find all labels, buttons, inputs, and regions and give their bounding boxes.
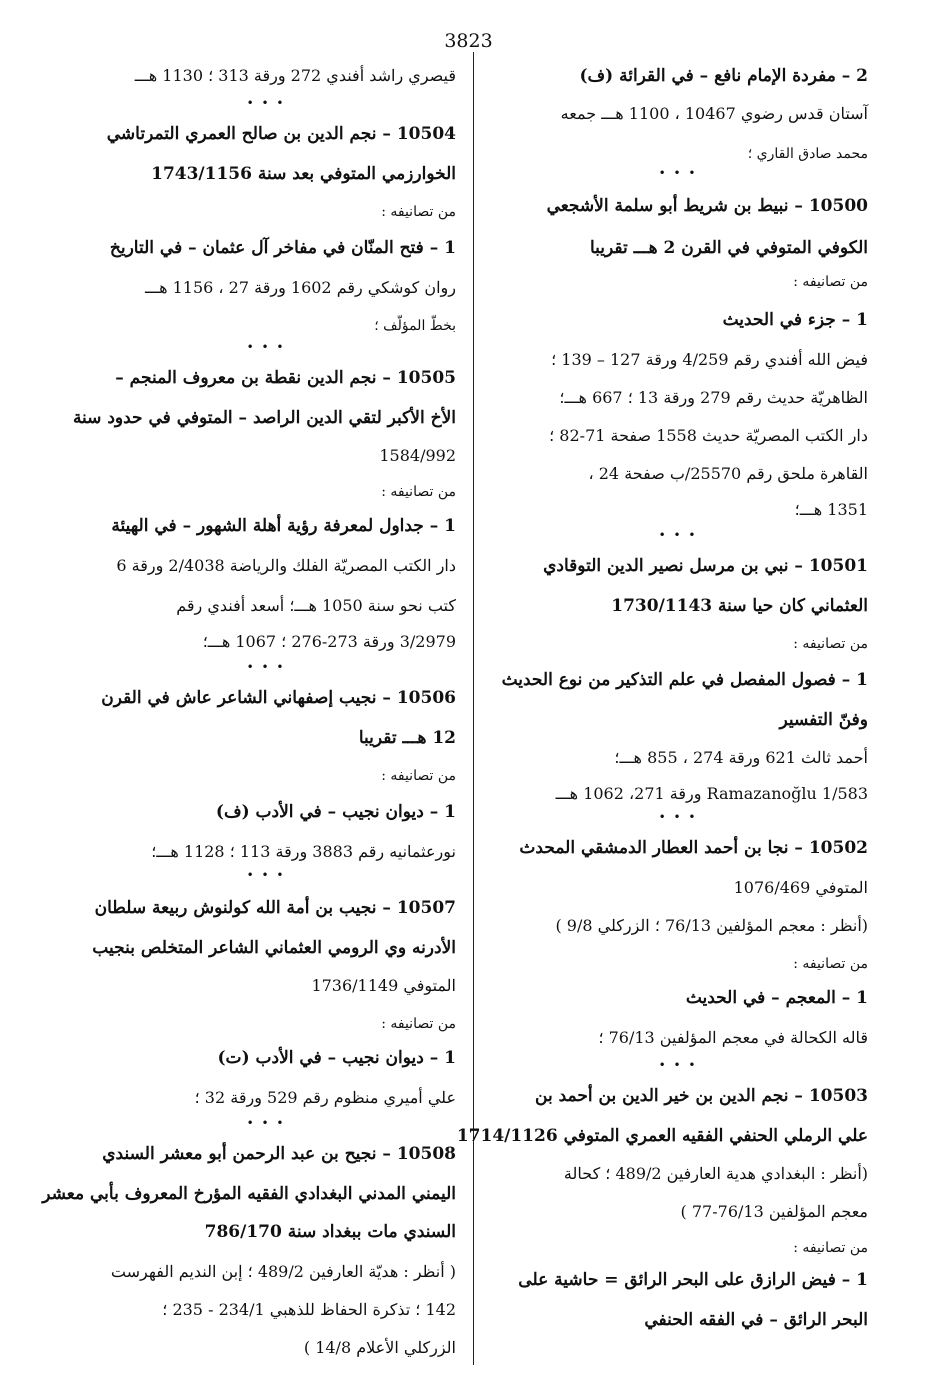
work-title: 1 – جداول لمعرفة رؤية أهلة الشهور – في الهيئة bbox=[111, 516, 456, 536]
entry-line: دار الكتب المصريّة حديث 1558 صفحة 71-82 ؛ bbox=[549, 426, 868, 445]
work-title: 1 – فيض الرازق على البحر الرائق = حاشية على bbox=[518, 1270, 868, 1290]
works-label: من تصانيفه : bbox=[793, 636, 868, 652]
work-title: 1 – فتح المنّان في مفاخر آل عثمان – في التاريخ bbox=[109, 238, 456, 258]
works-label: من تصانيفه : bbox=[793, 274, 868, 290]
entry-line: محمد صادق القاري ؛ bbox=[747, 146, 868, 162]
entry-heading-10504: 10504 – نجم الدين بن صالح العمري التمرتاشي bbox=[106, 124, 456, 144]
entry-heading-10506: 10506 – نجيب إصفهاني الشاعر عاش في القرن bbox=[101, 688, 456, 708]
work-title: 1 – فصول المفصل في علم التذكير من نوع الحديث bbox=[501, 670, 868, 690]
work-title: 1 – ديوان نجيب – في الأدب (ت) bbox=[217, 1048, 456, 1068]
entry-line: 1351 هـــ؛ bbox=[794, 500, 868, 519]
entry-line: روان كوشكي رقم 1602 ورقة 27 ، 1156 هـــ bbox=[145, 278, 456, 297]
works-label: من تصانيفه : bbox=[793, 1240, 868, 1256]
entry-line: فيض الله أفندي رقم 4/259 ورقة 127 – 139 ؛ bbox=[551, 350, 868, 369]
works-label: من تصانيفه : bbox=[793, 956, 868, 972]
separator: • • • bbox=[246, 96, 286, 110]
works-label: من تصانيفه : bbox=[381, 204, 456, 220]
entry-line: أحمد ثالث 621 ورقة 274 ، 855 هـــ؛ bbox=[614, 748, 868, 767]
entry-heading-line: السندي مات ببغداد سنة 786/170 bbox=[204, 1222, 456, 1242]
work-title-line: البحر الرائق – في الفقه الحنفي bbox=[644, 1310, 868, 1330]
entry-heading-10500: 10500 – نبيط بن شريط أبو سلمة الأشجعي bbox=[546, 196, 868, 216]
entry-line: المتوفي 1076/469 bbox=[733, 878, 868, 897]
entry-line: 3/2979 ورقة 273-276 ؛ 1067 هـــ؛ bbox=[202, 632, 456, 651]
entry-heading-10508: 10508 – نجيح بن عبد الرحمن أبو معشر السندي bbox=[102, 1144, 456, 1164]
work-title: 1 – جزء في الحديث bbox=[722, 310, 868, 330]
column-divider bbox=[473, 52, 474, 1365]
entry-line: نورعثمانيه رقم 3883 ورقة 113 ؛ 1128 هـــ؛ bbox=[151, 842, 456, 861]
entry-line: (أنظر : معجم المؤلفين 76/13 ؛ الزركلي 9/8 ) bbox=[555, 916, 868, 935]
work-title: 1 – المعجم – في الحديث bbox=[685, 988, 868, 1008]
entry-line: علي أميري منظوم رقم 529 ورقة 32 ؛ bbox=[194, 1088, 456, 1107]
works-label: من تصانيفه : bbox=[381, 768, 456, 784]
entry-heading-10501: 10501 – نبي بن مرسل نصير الدين التوقادي bbox=[543, 556, 868, 576]
entry-line: قيصري راشد أفندي 272 ورقة 313 ؛ 1130 هـــ bbox=[134, 66, 456, 85]
entry-line: الزركلي الأعلام 14/8 ) bbox=[303, 1338, 456, 1357]
separator: • • • bbox=[246, 1116, 286, 1130]
entry-line: آستان قدس رضوي 10467 ، 1100 هـــ جمعه bbox=[560, 104, 868, 123]
entry-line: الظاهريّة حديث رقم 279 ورقة 13 ؛ 667 هـــ؛ bbox=[559, 388, 868, 407]
entry-heading-10503: 10503 – نجم الدين بن خير الدين بن أحمد بن bbox=[535, 1086, 868, 1106]
entry-heading-line: علي الرملي الحنفي الفقيه العمري المتوفي 1714/1126 bbox=[456, 1126, 868, 1146]
works-label: من تصانيفه : bbox=[381, 1016, 456, 1032]
separator: • • • bbox=[246, 660, 286, 674]
separator: • • • bbox=[658, 1058, 698, 1072]
entry-heading-line: اليمني المدني البغدادي الفقيه المؤرخ المعروف بأبي معشر bbox=[42, 1184, 456, 1204]
separator: • • • bbox=[658, 810, 698, 824]
separator: • • • bbox=[246, 340, 286, 354]
entry-title: 2 – مفردة الإمام نافع – في القرائة (ف) bbox=[579, 66, 868, 86]
entry-line: دار الكتب المصريّة الفلك والرياضة 2/4038 ورقة 6 bbox=[116, 556, 456, 575]
entry-heading-10507: 10507 – نجيب بن أمة الله كولنوش ربيعة سلطان bbox=[94, 898, 456, 918]
entry-line: (أنظر : البغدادي هدية العارفين 489/2 ؛ كحالة bbox=[563, 1164, 868, 1183]
entry-heading-10502: 10502 – نجا بن أحمد العطار الدمشقي المحدث bbox=[519, 838, 868, 858]
entry-line: القاهرة ملحق رقم 25570/ب صفحة 24 ، bbox=[588, 464, 868, 483]
entry-line: 142 ؛ تذكرة الحفاظ للذهبي 234/1 - 235 ؛ bbox=[162, 1300, 456, 1319]
entry-line: 1584/992 bbox=[379, 446, 456, 465]
entry-heading-line: 12 هـــ تقريبا bbox=[358, 728, 456, 748]
entry-line: بخطّ المؤلّف ؛ bbox=[374, 318, 456, 334]
entry-line: المتوفي 1736/1149 bbox=[311, 976, 456, 995]
entry-line: ( أنظر : هديّة العارفين 489/2 ؛ إبن النديم الفهرست bbox=[110, 1262, 456, 1281]
page-number: 3823 bbox=[444, 30, 493, 52]
entry-heading-line: الخوارزمي المتوفي بعد سنة 1743/1156 bbox=[151, 164, 456, 184]
entry-heading-10505: 10505 – نجم الدين نقطة بن معروف المنجم – bbox=[115, 368, 456, 388]
entry-line: Ramazanoğlu 1/583 ورقة 271، 1062 هـــ bbox=[555, 784, 868, 803]
entry-line: كتب نحو سنة 1050 هـــ؛ أسعد أفندي رقم bbox=[176, 596, 456, 615]
separator: • • • bbox=[246, 868, 286, 882]
entry-heading-line: الكوفي المتوفي في القرن 2 هـــ تقريبا bbox=[590, 238, 868, 258]
entry-heading-line: الأدرنه وي الرومي العثماني الشاعر المتخلص بنجيب bbox=[92, 938, 456, 958]
work-title: 1 – ديوان نجيب – في الأدب (ف) bbox=[215, 802, 456, 822]
entry-line: قاله الكحالة في معجم المؤلفين 76/13 ؛ bbox=[598, 1028, 868, 1047]
entry-heading-line: الأخ الأكبر لتقي الدين الراصد – المتوفي في حدود سنة bbox=[72, 408, 456, 428]
entry-heading-line: العثماني كان حيا سنة 1730/1143 bbox=[611, 596, 868, 616]
entry-line: معجم المؤلفين 76/13-77 ) bbox=[680, 1202, 868, 1221]
works-label: من تصانيفه : bbox=[381, 484, 456, 500]
separator: • • • bbox=[658, 166, 698, 180]
work-title-line: وفنّ التفسير bbox=[779, 710, 868, 730]
separator: • • • bbox=[658, 528, 698, 542]
